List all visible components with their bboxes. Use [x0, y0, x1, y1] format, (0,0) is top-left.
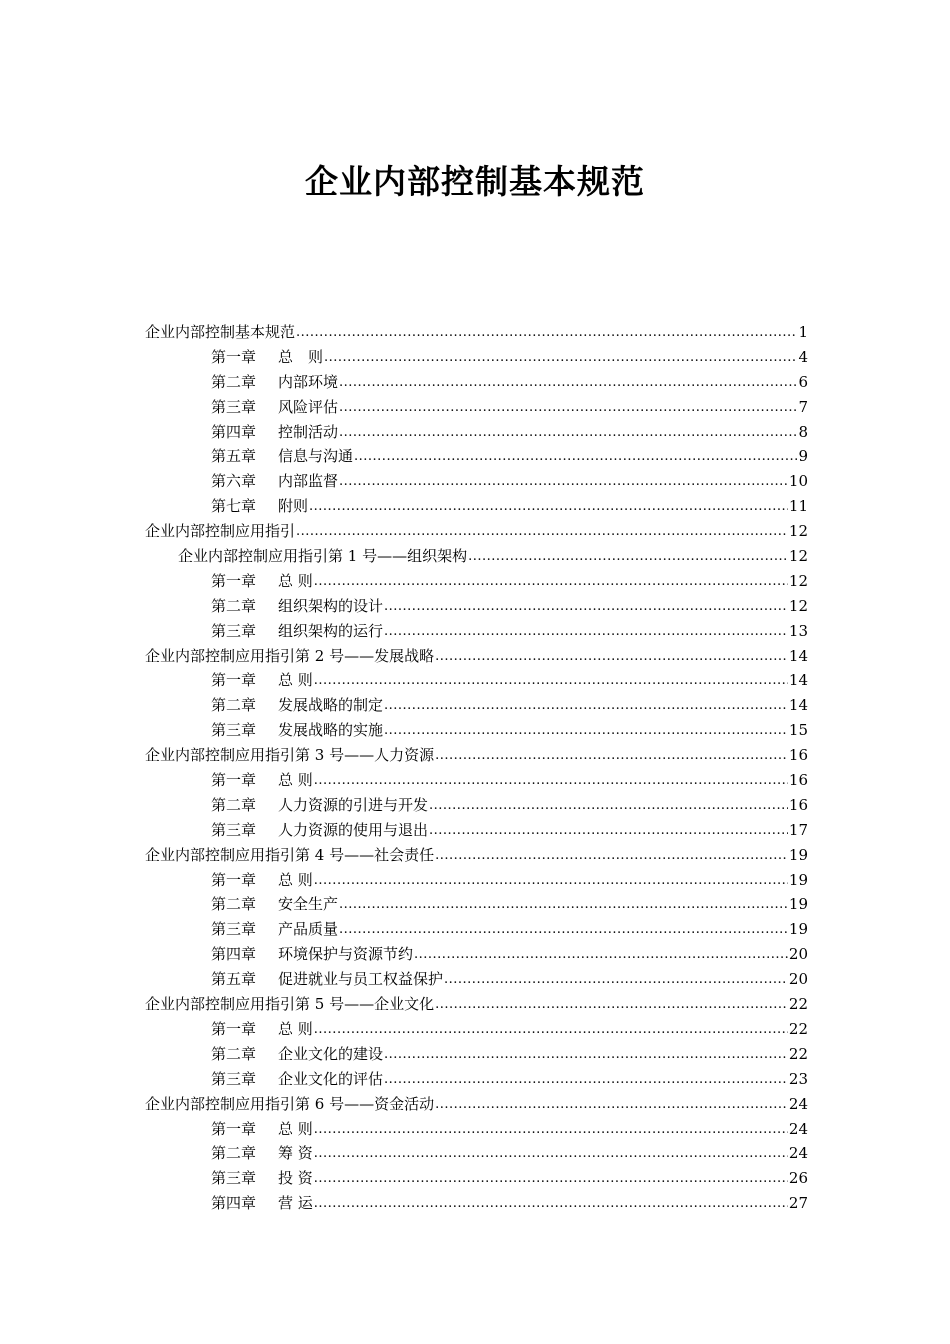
- toc-entry-text: 总 则: [278, 870, 313, 889]
- toc-entry[interactable]: [145, 793, 808, 818]
- toc-entry[interactable]: [145, 1017, 808, 1042]
- toc-entry-text: 营 运: [278, 1194, 313, 1213]
- toc-entry-page-number: 16: [788, 746, 808, 765]
- toc-entry-text: 风险评估: [278, 397, 339, 416]
- toc-entry-chapter: 第三章: [211, 621, 257, 640]
- toc-entry-chapter: 第二章: [211, 1044, 257, 1063]
- toc-entry[interactable]: [145, 1191, 808, 1216]
- toc-entry-text: 组织架构的设计: [278, 596, 384, 615]
- toc-entry-text: 组织架构的运行: [278, 621, 384, 640]
- toc-entry[interactable]: [145, 1042, 808, 1067]
- toc-entry-page-number: 22: [788, 995, 808, 1014]
- toc-entry-text: 企业内部控制应用指引: [145, 522, 296, 541]
- toc-dot-leader: [384, 692, 788, 719]
- toc-entry-page-number: 24: [788, 1119, 808, 1138]
- toc-entry-chapter: 第三章: [211, 920, 257, 939]
- toc-entry[interactable]: [145, 619, 808, 644]
- toc-entry-text: 企业内部控制应用指引第 3 号——人力资源: [145, 746, 435, 765]
- toc-entry[interactable]: [145, 644, 808, 669]
- toc-entry[interactable]: [145, 1166, 808, 1191]
- toc-dot-leader: [384, 618, 788, 645]
- toc-entry[interactable]: [145, 544, 808, 569]
- table-of-contents: [145, 320, 808, 1216]
- toc-dot-leader: [384, 593, 788, 620]
- toc-entry-text: 企业内部控制基本规范: [145, 323, 296, 341]
- toc-dot-leader: [435, 643, 788, 670]
- toc-dot-leader: [314, 568, 788, 595]
- toc-dot-leader: [314, 1016, 788, 1043]
- toc-entry-chapter: 第一章: [211, 347, 257, 366]
- toc-dot-leader: [339, 394, 797, 421]
- toc-entry[interactable]: [145, 1117, 808, 1142]
- toc-entry-page-number: 17: [788, 820, 808, 839]
- toc-entry-chapter: 第二章: [211, 596, 257, 615]
- toc-entry[interactable]: [145, 768, 808, 793]
- toc-entry-text: 企业内部控制应用指引第 4 号——社会责任: [145, 845, 435, 864]
- toc-entry-chapter: 第四章: [211, 1194, 257, 1213]
- toc-dot-leader: [339, 916, 788, 943]
- toc-entry[interactable]: [145, 1067, 808, 1092]
- toc-entry-page-number: 23: [788, 1069, 808, 1088]
- toc-entry-page-number: 7: [798, 397, 808, 416]
- toc-dot-leader: [414, 941, 788, 968]
- toc-entry-page-number: 20: [788, 945, 808, 964]
- toc-entry-page-number: 10: [788, 472, 808, 491]
- toc-dot-leader: [429, 792, 788, 819]
- toc-dot-leader: [435, 742, 788, 769]
- toc-entry[interactable]: [145, 395, 808, 420]
- toc-entry-page-number: 14: [788, 646, 808, 665]
- toc-entry-chapter: 第三章: [211, 1169, 257, 1188]
- toc-dot-leader: [468, 543, 788, 570]
- toc-entry-chapter: 第一章: [211, 571, 257, 590]
- toc-entry[interactable]: [145, 569, 808, 594]
- toc-entry[interactable]: [145, 868, 808, 893]
- toc-entry[interactable]: [145, 743, 808, 768]
- toc-dot-leader: [339, 369, 797, 396]
- toc-entry[interactable]: [145, 519, 808, 544]
- toc-entry-chapter: 第一章: [211, 1019, 257, 1038]
- toc-entry[interactable]: [145, 1141, 808, 1166]
- toc-entry-text: 企业文化的评估: [278, 1069, 384, 1088]
- toc-entry-page-number: 16: [788, 771, 808, 790]
- toc-entry-chapter: 第二章: [211, 696, 257, 715]
- toc-entry[interactable]: [145, 718, 808, 743]
- toc-dot-leader: [314, 667, 788, 694]
- toc-entry[interactable]: [145, 444, 808, 469]
- toc-entry-page-number: 11: [788, 497, 808, 516]
- toc-dot-leader: [314, 867, 788, 894]
- toc-dot-leader: [314, 1140, 788, 1167]
- toc-dot-leader: [309, 493, 788, 520]
- toc-entry-page-number: 14: [788, 671, 808, 690]
- toc-entry-chapter: 第一章: [211, 870, 257, 889]
- toc-entry-page-number: 20: [788, 970, 808, 989]
- toc-dot-leader: [435, 991, 788, 1018]
- toc-entry[interactable]: [145, 892, 808, 917]
- toc-entry[interactable]: [145, 320, 808, 345]
- toc-entry-chapter: 第四章: [211, 422, 257, 441]
- toc-entry-text: 企业内部控制应用指引第 1 号——组织架构: [178, 547, 468, 566]
- toc-entry-page-number: 15: [788, 721, 808, 740]
- toc-entry-text: 人力资源的引进与开发: [278, 795, 429, 814]
- toc-entry-text: 附则: [278, 497, 309, 516]
- toc-entry-text: 总 则: [278, 571, 313, 590]
- toc-entry-text: 环境保护与资源节约: [278, 945, 414, 964]
- toc-entry[interactable]: [145, 843, 808, 868]
- toc-entry-page-number: 22: [788, 1019, 808, 1038]
- toc-entry-page-number: 26: [788, 1169, 808, 1188]
- toc-entry-page-number: 12: [788, 596, 808, 615]
- toc-entry-text: 总 则: [278, 771, 313, 790]
- toc-entry-page-number: 12: [788, 571, 808, 590]
- toc-entry[interactable]: [145, 594, 808, 619]
- toc-dot-leader: [444, 966, 788, 993]
- toc-entry-text: 控制活动: [278, 422, 339, 441]
- toc-entry-chapter: 第三章: [211, 1069, 257, 1088]
- toc-dot-leader: [339, 891, 788, 918]
- toc-entry[interactable]: [145, 818, 808, 843]
- toc-entry-page-number: 24: [788, 1144, 808, 1163]
- toc-entry[interactable]: [145, 1092, 808, 1117]
- toc-entry-chapter: 第三章: [211, 820, 257, 839]
- toc-entry-chapter: 第七章: [211, 497, 257, 516]
- toc-entry-text: 总 则: [278, 671, 313, 690]
- toc-entry-page-number: 24: [788, 1094, 808, 1113]
- toc-entry-page-number: 14: [788, 696, 808, 715]
- document-title: 企业内部控制基本规范: [305, 162, 645, 201]
- toc-dot-leader: [339, 419, 797, 446]
- toc-entry-page-number: 4: [798, 347, 808, 366]
- toc-dot-leader: [324, 344, 797, 371]
- toc-dot-leader: [339, 468, 788, 495]
- toc-entry-text: 投 资: [278, 1169, 313, 1188]
- toc-entry-text: 筹 资: [278, 1144, 313, 1163]
- toc-dot-leader: [435, 842, 788, 869]
- toc-entry[interactable]: [145, 693, 808, 718]
- toc-dot-leader: [384, 717, 788, 744]
- toc-entry-chapter: 第三章: [211, 721, 257, 740]
- toc-entry-text: 发展战略的实施: [278, 721, 384, 740]
- toc-entry-text: 总 则: [278, 347, 324, 366]
- toc-entry-page-number: 19: [788, 845, 808, 864]
- toc-entry-chapter: 第一章: [211, 1119, 257, 1138]
- toc-entry-text: 企业内部控制应用指引第 6 号——资金活动: [145, 1094, 435, 1113]
- toc-entry-text: 企业内部控制应用指引第 2 号——发展战略: [145, 646, 435, 665]
- toc-entry-text: 发展战略的制定: [278, 696, 384, 715]
- toc-dot-leader: [314, 1190, 788, 1217]
- toc-entry-page-number: 19: [788, 870, 808, 889]
- toc-dot-leader: [384, 1041, 788, 1068]
- toc-entry-page-number: 12: [788, 547, 808, 566]
- toc-entry[interactable]: [145, 992, 808, 1017]
- toc-dot-leader: [384, 1066, 788, 1093]
- toc-entry-chapter: 第一章: [211, 671, 257, 690]
- toc-dot-leader: [296, 518, 788, 545]
- toc-entry-text: 总 则: [278, 1019, 313, 1038]
- toc-entry-page-number: 19: [788, 895, 808, 914]
- toc-entry-page-number: 6: [798, 372, 808, 391]
- toc-entry[interactable]: [145, 942, 808, 967]
- toc-entry-chapter: 第二章: [211, 1144, 257, 1163]
- toc-dot-leader: [429, 817, 788, 844]
- toc-entry-text: 安全生产: [278, 895, 339, 914]
- toc-entry[interactable]: [145, 494, 808, 519]
- toc-entry-chapter: 第二章: [211, 795, 257, 814]
- toc-entry-chapter: 第一章: [211, 771, 257, 790]
- toc-entry[interactable]: [145, 917, 808, 942]
- toc-entry-text: 内部环境: [278, 372, 339, 391]
- toc-entry-page-number: 9: [798, 447, 808, 466]
- toc-entry-chapter: 第五章: [211, 970, 257, 989]
- toc-entry-text: 产品质量: [278, 920, 339, 939]
- toc-entry[interactable]: [145, 668, 808, 693]
- toc-entry-page-number: 27: [788, 1194, 808, 1213]
- toc-entry-text: 企业文化的建设: [278, 1044, 384, 1063]
- toc-entry-chapter: 第三章: [211, 397, 257, 416]
- toc-entry-chapter: 第二章: [211, 372, 257, 391]
- toc-entry-page-number: 1: [798, 323, 808, 341]
- toc-entry-chapter: 第六章: [211, 472, 257, 491]
- toc-entry-page-number: 8: [798, 422, 808, 441]
- toc-entry-text: 促进就业与员工权益保护: [278, 970, 444, 989]
- toc-dot-leader: [314, 1165, 788, 1192]
- toc-dot-leader: [296, 319, 797, 346]
- toc-entry-page-number: 22: [788, 1044, 808, 1063]
- toc-entry-chapter: 第四章: [211, 945, 257, 964]
- toc-entry-text: 信息与沟通: [278, 447, 354, 466]
- toc-entry-page-number: 19: [788, 920, 808, 939]
- toc-entry-text: 企业内部控制应用指引第 5 号——企业文化: [145, 995, 435, 1014]
- toc-entry-page-number: 13: [788, 621, 808, 640]
- toc-entry[interactable]: [145, 967, 808, 992]
- toc-entry-page-number: 12: [788, 522, 808, 541]
- toc-entry-text: 内部监督: [278, 472, 339, 491]
- toc-dot-leader: [435, 1091, 788, 1118]
- toc-entry-page-number: 16: [788, 795, 808, 814]
- toc-dot-leader: [314, 1116, 788, 1143]
- toc-entry[interactable]: [145, 370, 808, 395]
- toc-entry-chapter: 第二章: [211, 895, 257, 914]
- toc-entry[interactable]: [145, 345, 808, 370]
- toc-entry[interactable]: [145, 469, 808, 494]
- toc-entry-text: 人力资源的使用与退出: [278, 820, 429, 839]
- toc-dot-leader: [354, 443, 797, 470]
- toc-entry-text: 总 则: [278, 1119, 313, 1138]
- toc-entry[interactable]: [145, 420, 808, 445]
- toc-dot-leader: [314, 767, 788, 794]
- toc-entry-chapter: 第五章: [211, 447, 257, 466]
